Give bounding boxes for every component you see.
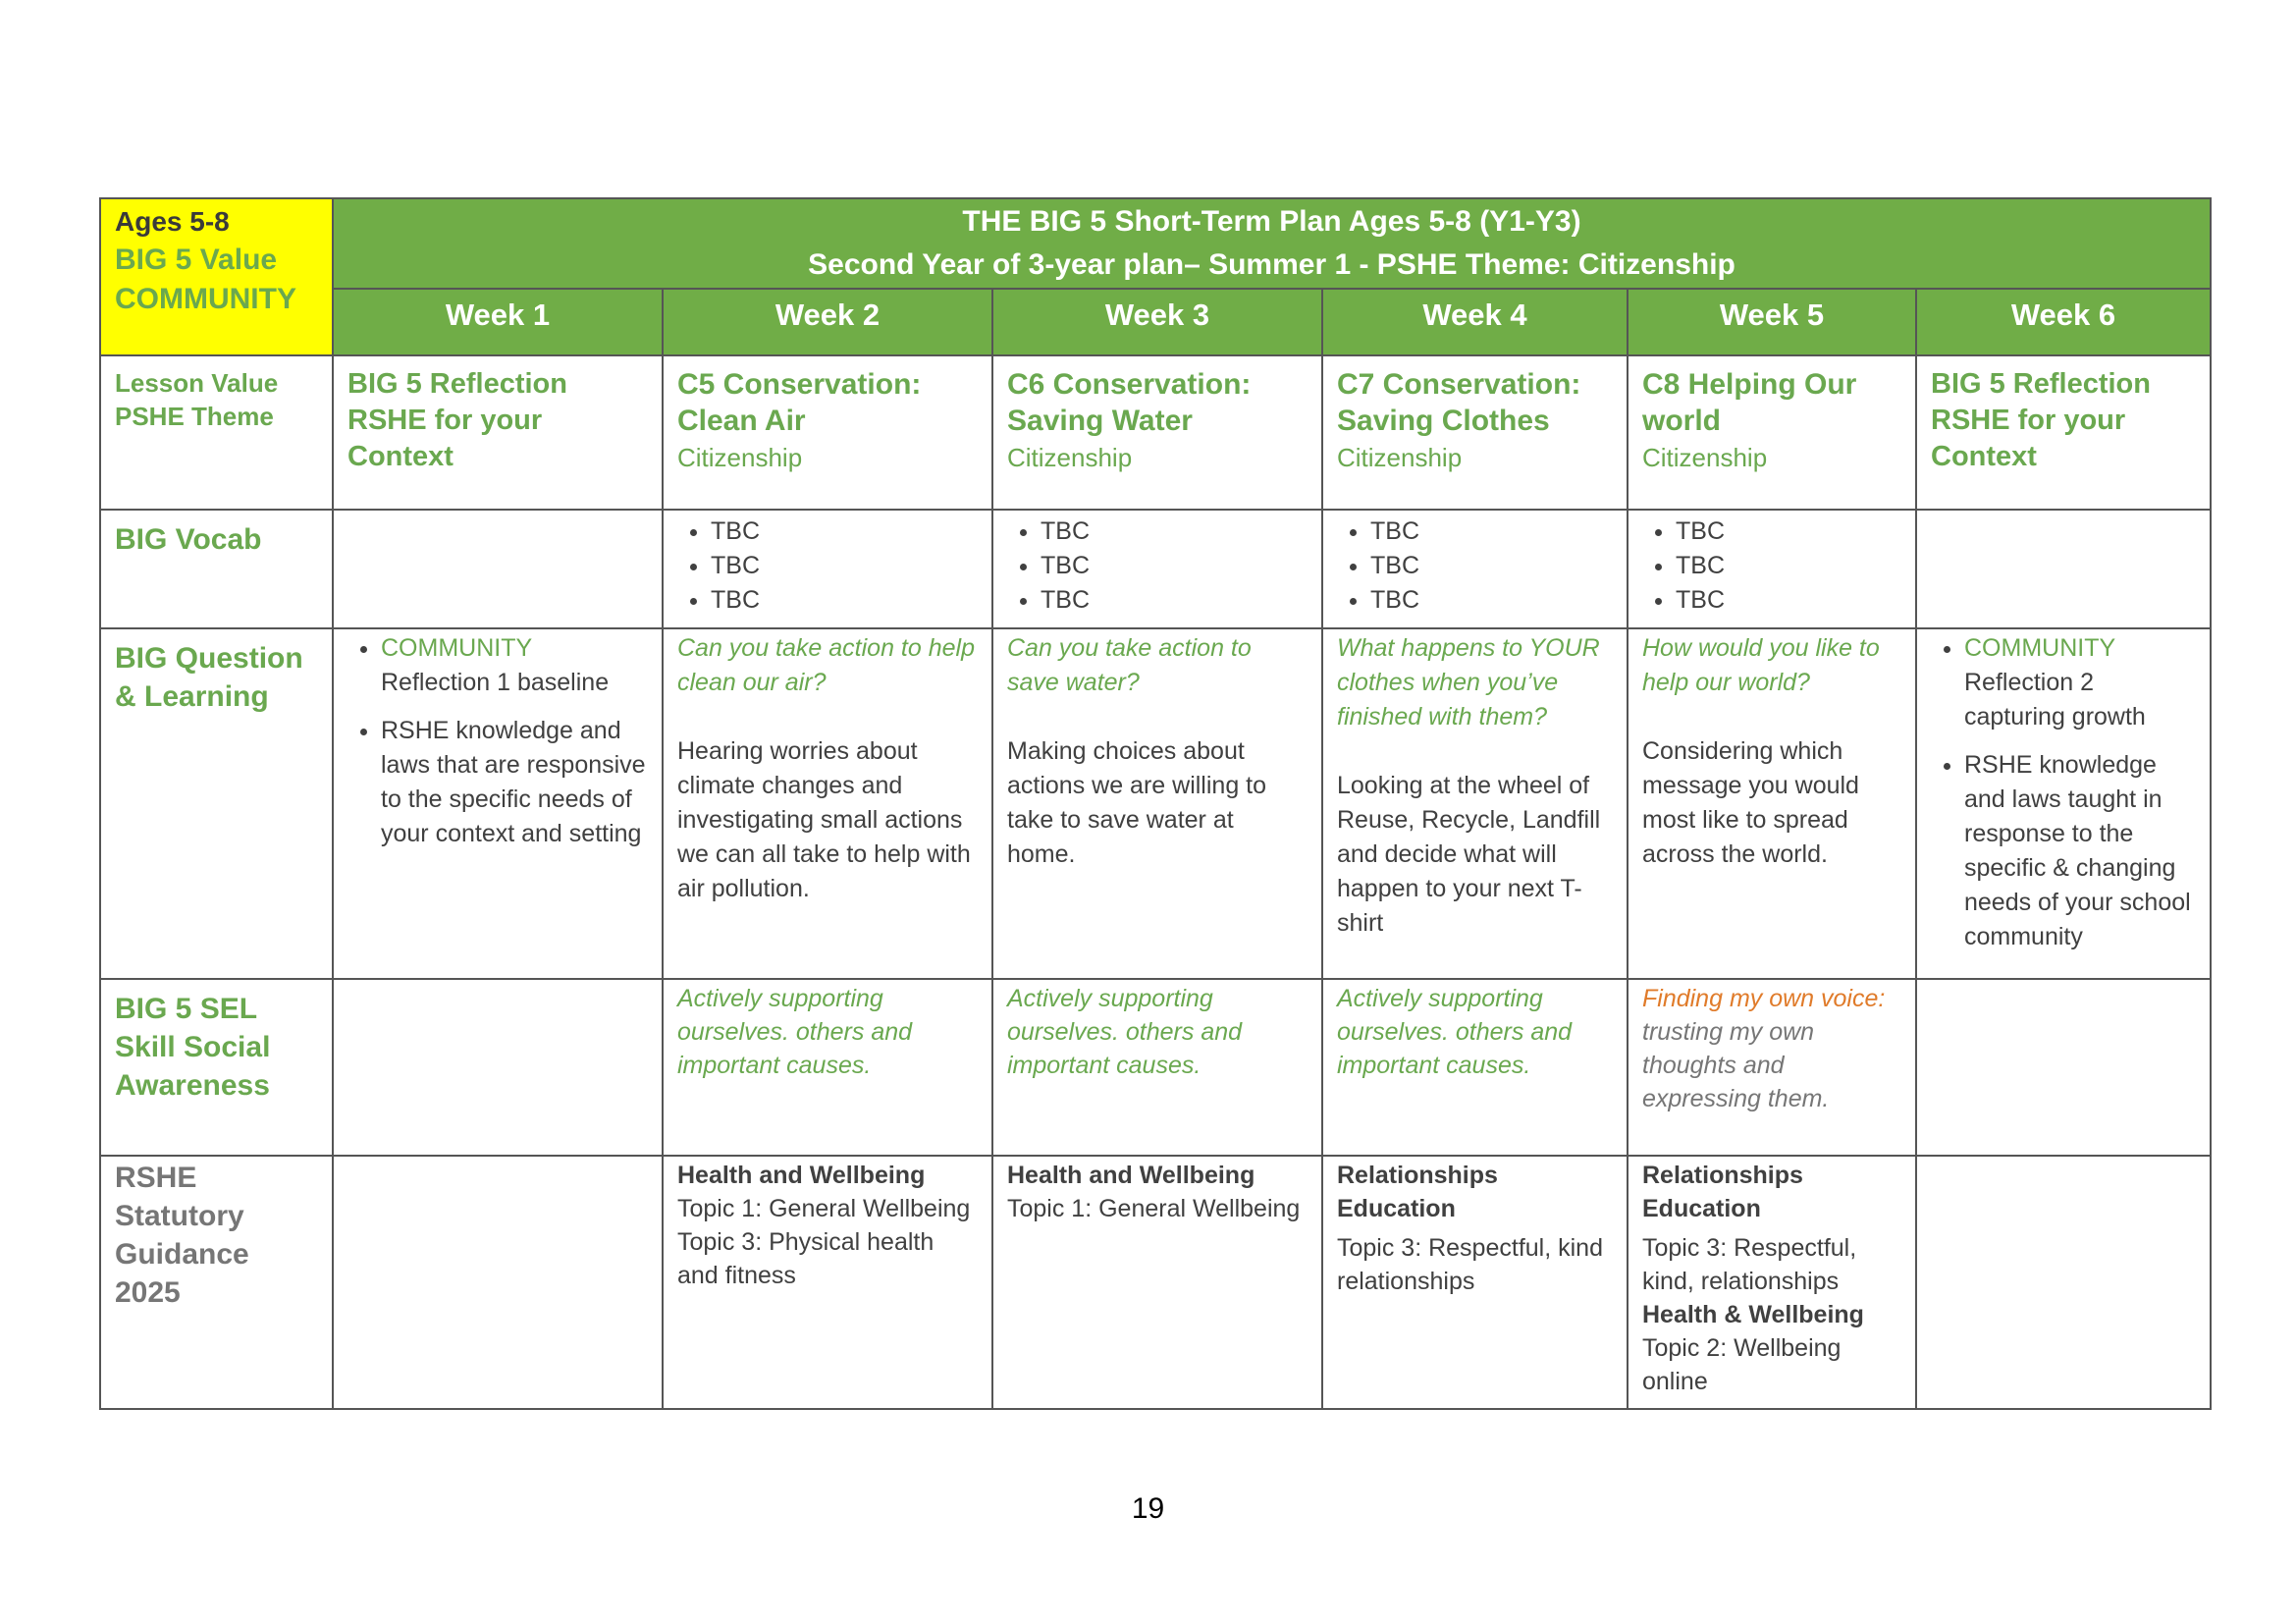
vocab-cell [333,510,663,628]
sel-cell [333,979,663,1156]
vocab-item: • TBC [711,549,978,583]
reflection-text: Reflection 1 baseline [381,669,610,696]
bullet [1964,631,2196,734]
question-cell [663,628,992,979]
rshe-cell [1628,1156,1916,1409]
page-number: 19 [1131,1492,1165,1525]
rshe-heading: Relationships Education [1642,1162,1803,1222]
bullet: • RSHE knowledge and laws that are responsive to the specific needs of your context and setting [381,714,648,851]
title-line-1: THE BIG 5 Short-Term Plan Ages 5-8 (Y1-Y3) [962,205,1581,238]
rshe-topic: Topic 2: Wellbeing online [1642,1334,1842,1395]
sel-cell [663,979,992,1156]
sel-cell [1628,979,1916,1156]
vocab-cell [1628,510,1916,628]
rshe-heading: Relationships Education [1337,1162,1498,1222]
lesson-title: BIG 5 Reflection [347,368,567,400]
rshe-heading: Health and Wellbeing [677,1162,926,1189]
lesson-value-label: Lesson Value [115,368,279,398]
reflection-text: Reflection 2 capturing growth [1964,669,2146,731]
week-header: Week 6 [1916,289,2211,355]
big-question: Can you take action to help clean our air? [677,634,975,696]
bullet [381,631,648,700]
lesson-title: C7 Conservation: Saving Clothes [1337,368,1581,437]
vocab-cell [992,510,1322,628]
sel-cell [992,979,1322,1156]
sel-cell [1322,979,1628,1156]
rshe-topic: Topic 1: General Wellbeing [677,1195,971,1222]
rshe-guidance-row [100,1156,2211,1409]
rshe-cell [1322,1156,1628,1409]
question-cell [333,628,663,979]
learning-text: Considering which message you would most like to spread across the world. [1642,737,1859,868]
big-question: How would you like to help our world? [1642,634,1880,696]
community-label: COMMUNITY [381,634,533,662]
lesson-cell [333,355,663,510]
rshe-topic: Topic 3: Physical health and fitness [677,1228,934,1289]
row-label [100,979,333,1156]
sel-skill-label: BIG 5 SEL Skill Social Awareness [115,993,271,1102]
lesson-cell [992,355,1322,510]
vocab-item: • TBC [1676,514,1901,549]
vocab-item: • TBC [1041,514,1308,549]
sel-heading: Finding my own voice: [1642,985,1886,1012]
lesson-value-row [100,355,2211,510]
sel-text: Actively supporting ourselves. others and important causes. [677,985,913,1079]
big5-value-label: BIG 5 Value [115,244,278,276]
big-question: Can you take action to save water? [1007,634,1252,696]
vocab-item: • TBC [1041,583,1308,618]
big-vocab-label: BIG Vocab [115,523,262,556]
learning-text: Looking at the wheel of Reuse, Recycle, Landfill and decide what will happen to your next T-shirt [1337,772,1601,937]
vocab-item: • TBC [1370,549,1613,583]
lesson-cell [663,355,992,510]
question-cell [1916,628,2211,979]
rshe-guidance-label: RSHE Statutory Guidance 2025 [115,1162,249,1309]
vocab-cell [1916,510,2211,628]
rshe-cell [333,1156,663,1409]
rshe-cell [663,1156,992,1409]
plan-title [333,198,2211,289]
title-line-2: Second Year of 3-year plan– Summer 1 - PSHE Theme: Citizenship [808,248,1735,281]
week-header: Week 1 [333,289,663,355]
question-cell [1628,628,1916,979]
row-label [100,1156,333,1409]
lesson-sub: RSHE for your Context [347,405,543,472]
lesson-cell [1322,355,1628,510]
lesson-title: C8 Helping Our world [1642,368,1857,437]
vocab-item: • TBC [711,514,978,549]
rshe-topic: Topic 3: Respectful, kind, relationships [1642,1234,1857,1295]
big5-value: COMMUNITY [115,283,296,315]
lesson-sub: RSHE for your Context [1931,405,2126,472]
lesson-cell [1916,355,2211,510]
vocab-cell [1322,510,1628,628]
rshe-cell [992,1156,1322,1409]
rshe-heading: Health and Wellbeing [1007,1162,1255,1189]
row-label [100,355,333,510]
learning-text: Making choices about actions we are willing to take to save water at home. [1007,737,1267,868]
bullet: • RSHE knowledge and laws taught in response to the specific & changing needs of your school community [1964,748,2196,954]
vocab-item: • TBC [1676,549,1901,583]
lesson-theme: Citizenship [677,443,803,472]
week-header: Week 5 [1628,289,1916,355]
learning-text: Hearing worries about climate changes and investigating small actions we can all take to help with air pollution. [677,737,971,902]
corner-cell [100,198,333,355]
sel-text: Actively supporting ourselves. others and important causes. [1337,985,1573,1079]
week-header: Week 4 [1322,289,1628,355]
vocab-cell [663,510,992,628]
lesson-title: C6 Conservation: Saving Water [1007,368,1252,437]
row-label [100,510,333,628]
big-vocab-row [100,510,2211,628]
rshe-topic: Topic 3: Respectful, kind relationships [1337,1234,1603,1295]
question-cell [992,628,1322,979]
rshe-heading: Health & Wellbeing [1642,1301,1864,1328]
lesson-theme: Citizenship [1007,443,1133,472]
lesson-title: BIG 5 Reflection [1931,368,2151,400]
vocab-item: • TBC [1370,514,1613,549]
week-header: Week 2 [663,289,992,355]
lesson-theme: Citizenship [1337,443,1463,472]
week-header: Week 3 [992,289,1322,355]
ages-label: Ages 5-8 [115,206,230,237]
rshe-cell [1916,1156,2211,1409]
vocab-item: • TBC [1370,583,1613,618]
vocab-item: • TBC [1676,583,1901,618]
sel-cell [1916,979,2211,1156]
big-question-row [100,628,2211,979]
big-question-label: BIG Question & Learning [115,642,303,713]
lesson-title: C5 Conservation: Clean Air [677,368,922,437]
lesson-theme: Citizenship [1642,443,1768,472]
sel-text: Actively supporting ourselves. others and important causes. [1007,985,1243,1079]
vocab-item: • TBC [1041,549,1308,583]
sel-text: trusting my own thoughts and expressing them. [1642,1018,1830,1112]
question-cell [1322,628,1628,979]
pshe-theme-label: PSHE Theme [115,402,274,431]
row-label [100,628,333,979]
lesson-cell [1628,355,1916,510]
short-term-plan-table [99,197,2212,1410]
rshe-topic: Topic 1: General Wellbeing [1007,1195,1301,1222]
sel-skill-row [100,979,2211,1156]
big-question: What happens to YOUR clothes when you’ve finished with them? [1337,634,1600,731]
vocab-item: • TBC [711,583,978,618]
community-label: COMMUNITY [1964,634,2116,662]
